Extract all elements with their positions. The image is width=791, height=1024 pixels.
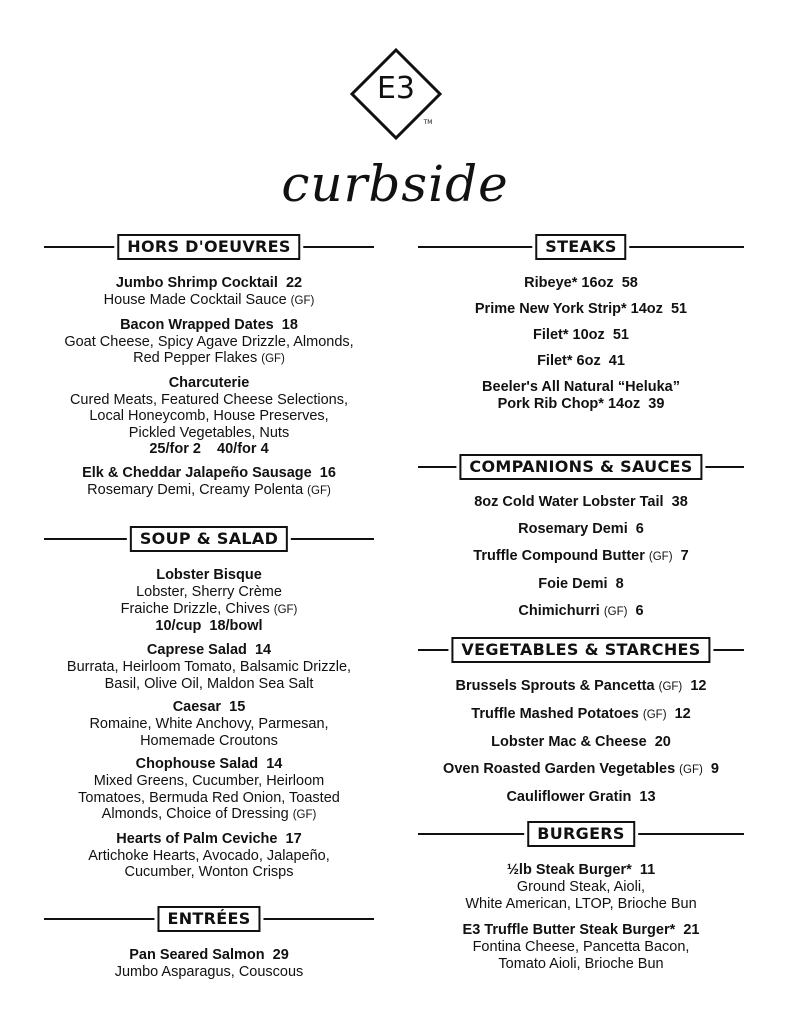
menu-item <box>44 567 374 635</box>
item-price: 7 <box>680 548 689 564</box>
menu-item <box>418 678 744 696</box>
menu-item <box>44 275 374 310</box>
menu-item <box>418 761 744 779</box>
gluten-free-tag: (GF) <box>307 485 331 497</box>
logo-monogram: E3 <box>376 71 416 106</box>
vegetables-starches-list <box>418 678 744 816</box>
item-description: Romaine, White Anchovy, Parmesan, <box>89 716 329 732</box>
section-title: STEAKS <box>535 234 626 260</box>
item-price: 9 <box>710 761 719 777</box>
gluten-free-tag: (GF) <box>648 551 673 563</box>
menu-item <box>418 301 744 318</box>
item-description: Mixed Greens, Cucumber, Heirloom <box>93 773 325 789</box>
item-price: 6 <box>635 521 644 537</box>
menu-item <box>418 576 744 593</box>
item-name: Oven Roasted Garden Vegetables <box>443 761 676 777</box>
item-description: Pickled Vegetables, Nuts <box>128 424 290 441</box>
item-name: Foie Demi <box>538 576 608 592</box>
trademark-mark: TM <box>423 119 433 126</box>
item-name: Chimichurri <box>518 603 600 619</box>
item-name: Filet* 10oz <box>533 327 605 343</box>
item-description: Artichoke Hearts, Avocado, Jalapeño, <box>88 847 330 864</box>
item-price: 58 <box>621 275 638 291</box>
menu-item <box>418 353 744 370</box>
item-price: 8 <box>615 576 624 592</box>
entrees-header <box>44 906 374 932</box>
section-title: HORS D'OEUVRES <box>117 234 300 260</box>
menu-item <box>418 548 744 566</box>
menu-item <box>418 494 744 511</box>
gluten-free-tag: (GF) <box>679 764 703 776</box>
item-price: 14 <box>266 756 283 772</box>
menu-item <box>44 317 374 368</box>
gluten-free-tag: (GF) <box>292 809 317 821</box>
gluten-free-tag: (GF) <box>290 295 315 307</box>
curbside-wordmark: curbside <box>281 155 509 213</box>
gluten-free-tag: (GF) <box>658 681 683 693</box>
item-description: Burrata, Heirloom Tomato, Balsamic Drizzle, <box>66 659 352 675</box>
menu-item <box>44 831 374 881</box>
menu-item <box>44 465 374 500</box>
item-price: 22 <box>285 275 303 291</box>
item-price: 21 <box>683 922 700 938</box>
item-name: Rosemary Demi <box>518 521 628 537</box>
item-name: Caesar <box>172 699 222 715</box>
section-title: SOUP & SALAD <box>130 526 288 552</box>
item-name: Pork Rib Chop* 14oz <box>497 396 641 412</box>
item-description: Fontina Cheese, Pancetta Bacon, <box>472 939 690 955</box>
item-price: 16 <box>319 465 336 481</box>
item-description: Jumbo Asparagus, Couscous <box>114 964 304 980</box>
item-price: 20 <box>654 734 671 750</box>
menu-item <box>418 521 744 538</box>
item-price: 15 <box>229 699 246 715</box>
companions-sauces-header <box>418 454 744 480</box>
item-name: Truffle Compound Butter <box>473 548 645 564</box>
gluten-free-tag: (GF) <box>642 709 667 721</box>
item-price: 14 <box>254 642 272 658</box>
item-price: 41 <box>608 353 625 369</box>
menu-item <box>44 756 374 824</box>
menu-item <box>44 375 374 459</box>
hors-doeuvres-header <box>44 234 374 260</box>
item-name: Prime New York Strip* 14oz <box>474 301 663 317</box>
item-name: Truffle Mashed Potatoes <box>471 706 639 722</box>
item-description: Cucumber, Wonton Crisps <box>124 864 294 880</box>
item-price: 38 <box>671 494 688 510</box>
item-description: Tomatoes, Bermuda Red Onion, Toasted <box>78 789 340 806</box>
steaks-list <box>418 275 744 422</box>
item-price: 25/for 2 40/for 4 <box>149 441 269 457</box>
item-description: Tomato Aioli, Brioche Bun <box>498 955 664 972</box>
item-description: Rosemary Demi, Creamy Polenta <box>87 482 304 498</box>
soup-salad-list <box>44 567 374 888</box>
menu-item <box>418 603 744 621</box>
item-description: Homemade Croutons <box>140 732 278 749</box>
item-price: 13 <box>639 789 656 805</box>
menu-item <box>418 275 744 292</box>
item-name: Elk & Cheddar Jalapeño Sausage <box>82 465 312 481</box>
menu-item <box>44 699 374 749</box>
item-price: 12 <box>674 706 691 722</box>
item-name: Bacon Wrapped Dates <box>120 316 274 333</box>
menu-item <box>418 922 744 972</box>
item-name: Lobster Mac & Cheese <box>491 734 647 750</box>
item-price: 51 <box>670 301 688 317</box>
item-name: ½lb Steak Burger* <box>506 862 632 878</box>
item-name: Jumbo Shrimp Cocktail <box>115 275 278 291</box>
gluten-free-tag: (GF) <box>273 603 298 616</box>
item-name: Charcuterie <box>168 374 250 391</box>
item-price: 11 <box>639 862 656 878</box>
item-description: Local Honeycomb, House Preserves, <box>89 408 329 424</box>
item-price: 29 <box>272 947 289 963</box>
soup-salad-header <box>44 526 374 552</box>
item-name: Cauliflower Gratin <box>506 789 632 805</box>
item-price: 12 <box>690 678 707 694</box>
item-description: Basil, Olive Oil, Maldon Sea Salt <box>104 675 314 692</box>
item-description: Cured Meats, Featured Cheese Selections, <box>69 391 349 408</box>
item-name: Beeler's All Natural “Heluka” <box>482 379 680 395</box>
item-price: 17 <box>285 830 302 847</box>
item-description: Goat Cheese, Spicy Agave Drizzle, Almonds, <box>64 333 354 350</box>
item-name: Caprese Salad <box>146 642 247 658</box>
section-title: BURGERS <box>527 821 635 847</box>
companions-sauces-list <box>418 494 744 631</box>
menu-item <box>418 862 744 912</box>
steaks-header <box>418 234 744 260</box>
entrees-list <box>44 947 374 988</box>
item-name: 8oz Cold Water Lobster Tail <box>474 494 664 510</box>
item-price: 10/cup 18/bowl <box>155 618 263 634</box>
item-name: Filet* 6oz <box>537 353 601 369</box>
item-name: Lobster Bisque <box>156 567 262 583</box>
menu-item <box>418 379 744 413</box>
vegetables-starches-header <box>418 637 744 663</box>
item-name: Pan Seared Salmon <box>129 947 265 963</box>
item-description: White American, LTOP, Brioche Bun <box>465 895 697 912</box>
item-name: Brussels Sprouts & Pancetta <box>455 678 655 694</box>
item-name: E3 Truffle Butter Steak Burger* <box>462 922 676 938</box>
item-name: Chophouse Salad <box>135 756 259 772</box>
item-name: Ribeye* 16oz <box>524 275 614 291</box>
hors-doeuvres-list <box>44 275 374 507</box>
menu-item <box>418 706 744 724</box>
gluten-free-tag: (GF) <box>261 353 285 365</box>
item-description: Lobster, Sherry Crème <box>136 584 282 600</box>
e3-logo <box>348 46 444 142</box>
item-price: 39 <box>648 396 665 412</box>
item-price: 6 <box>635 603 644 619</box>
item-name: Hearts of Palm Ceviche <box>116 830 278 847</box>
menu-item <box>418 734 744 751</box>
burgers-list <box>418 862 744 982</box>
item-price: 51 <box>612 327 629 343</box>
menu-item <box>418 789 744 806</box>
section-title: VEGETABLES & STARCHES <box>451 637 710 663</box>
menu-item <box>44 947 374 981</box>
item-description: House Made Cocktail Sauce <box>103 292 287 308</box>
gluten-free-tag: (GF) <box>603 606 628 618</box>
burgers-header <box>418 821 744 847</box>
item-price: 18 <box>281 316 298 333</box>
item-description: Almonds, Choice of Dressing <box>101 806 289 822</box>
menu-item <box>418 327 744 344</box>
item-description: Fraiche Drizzle, Chives <box>120 600 270 617</box>
section-title: ENTRÉES <box>157 906 260 932</box>
section-title: COMPANIONS & SAUCES <box>459 454 702 480</box>
item-description: Ground Steak, Aioli, <box>516 879 646 895</box>
item-description: Red Pepper Flakes <box>133 350 258 366</box>
menu-item <box>44 642 374 692</box>
